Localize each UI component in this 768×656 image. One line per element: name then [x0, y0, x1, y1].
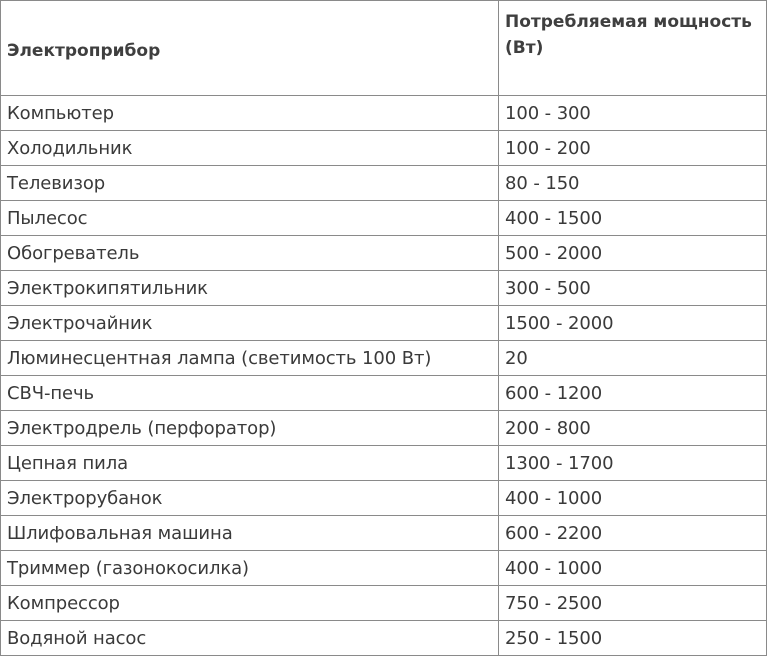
header-device: Электроприбор: [1, 1, 499, 96]
table-body: [1, 96, 767, 656]
power-value-cell: 400 - 1000: [499, 481, 767, 516]
header-row: [1, 1, 767, 96]
device-name-cell: Шлифовальная машина: [1, 516, 499, 551]
table-row: [1, 376, 767, 411]
table-row: [1, 586, 767, 621]
table-row: [1, 621, 767, 656]
table-header: [1, 1, 767, 96]
device-name-cell: Электрочайник: [1, 306, 499, 341]
power-value-cell: 1300 - 1700: [499, 446, 767, 481]
device-name-cell: Электрорубанок: [1, 481, 499, 516]
header-power: Потребляемая мощность (Вт): [499, 1, 767, 96]
table-row: [1, 341, 767, 376]
table-row: [1, 306, 767, 341]
device-name-cell: Обогреватель: [1, 236, 499, 271]
power-value-cell: 750 - 2500: [499, 586, 767, 621]
table-row: [1, 551, 767, 586]
device-name-cell: Телевизор: [1, 166, 499, 201]
device-name-cell: Триммер (газонокосилка): [1, 551, 499, 586]
device-name-cell: Электродрель (перфоратор): [1, 411, 499, 446]
device-name-cell: Электрокипятильник: [1, 271, 499, 306]
table-row: [1, 96, 767, 131]
power-value-cell: 300 - 500: [499, 271, 767, 306]
power-value-cell: 100 - 200: [499, 131, 767, 166]
power-value-cell: 250 - 1500: [499, 621, 767, 656]
device-name-cell: Компрессор: [1, 586, 499, 621]
table-row: [1, 131, 767, 166]
power-value-cell: 80 - 150: [499, 166, 767, 201]
power-value-cell: 400 - 1000: [499, 551, 767, 586]
power-value-cell: 1500 - 2000: [499, 306, 767, 341]
power-value-cell: 400 - 1500: [499, 201, 767, 236]
device-name-cell: Компьютер: [1, 96, 499, 131]
device-name-cell: СВЧ-печь: [1, 376, 499, 411]
power-value-cell: 20: [499, 341, 767, 376]
device-name-cell: Водяной насос: [1, 621, 499, 656]
table-row: [1, 411, 767, 446]
device-name-cell: Цепная пила: [1, 446, 499, 481]
table-row: [1, 516, 767, 551]
table-row: [1, 166, 767, 201]
table-row: [1, 236, 767, 271]
power-value-cell: 600 - 2200: [499, 516, 767, 551]
power-value-cell: 500 - 2000: [499, 236, 767, 271]
table-row: [1, 271, 767, 306]
power-value-cell: 100 - 300: [499, 96, 767, 131]
power-value-cell: 600 - 1200: [499, 376, 767, 411]
device-name-cell: Холодильник: [1, 131, 499, 166]
table-row: [1, 446, 767, 481]
table-row: [1, 481, 767, 516]
device-name-cell: Люминесцентная лампа (светимость 100 Вт): [1, 341, 499, 376]
device-name-cell: Пылесос: [1, 201, 499, 236]
table-row: [1, 201, 767, 236]
power-value-cell: 200 - 800: [499, 411, 767, 446]
